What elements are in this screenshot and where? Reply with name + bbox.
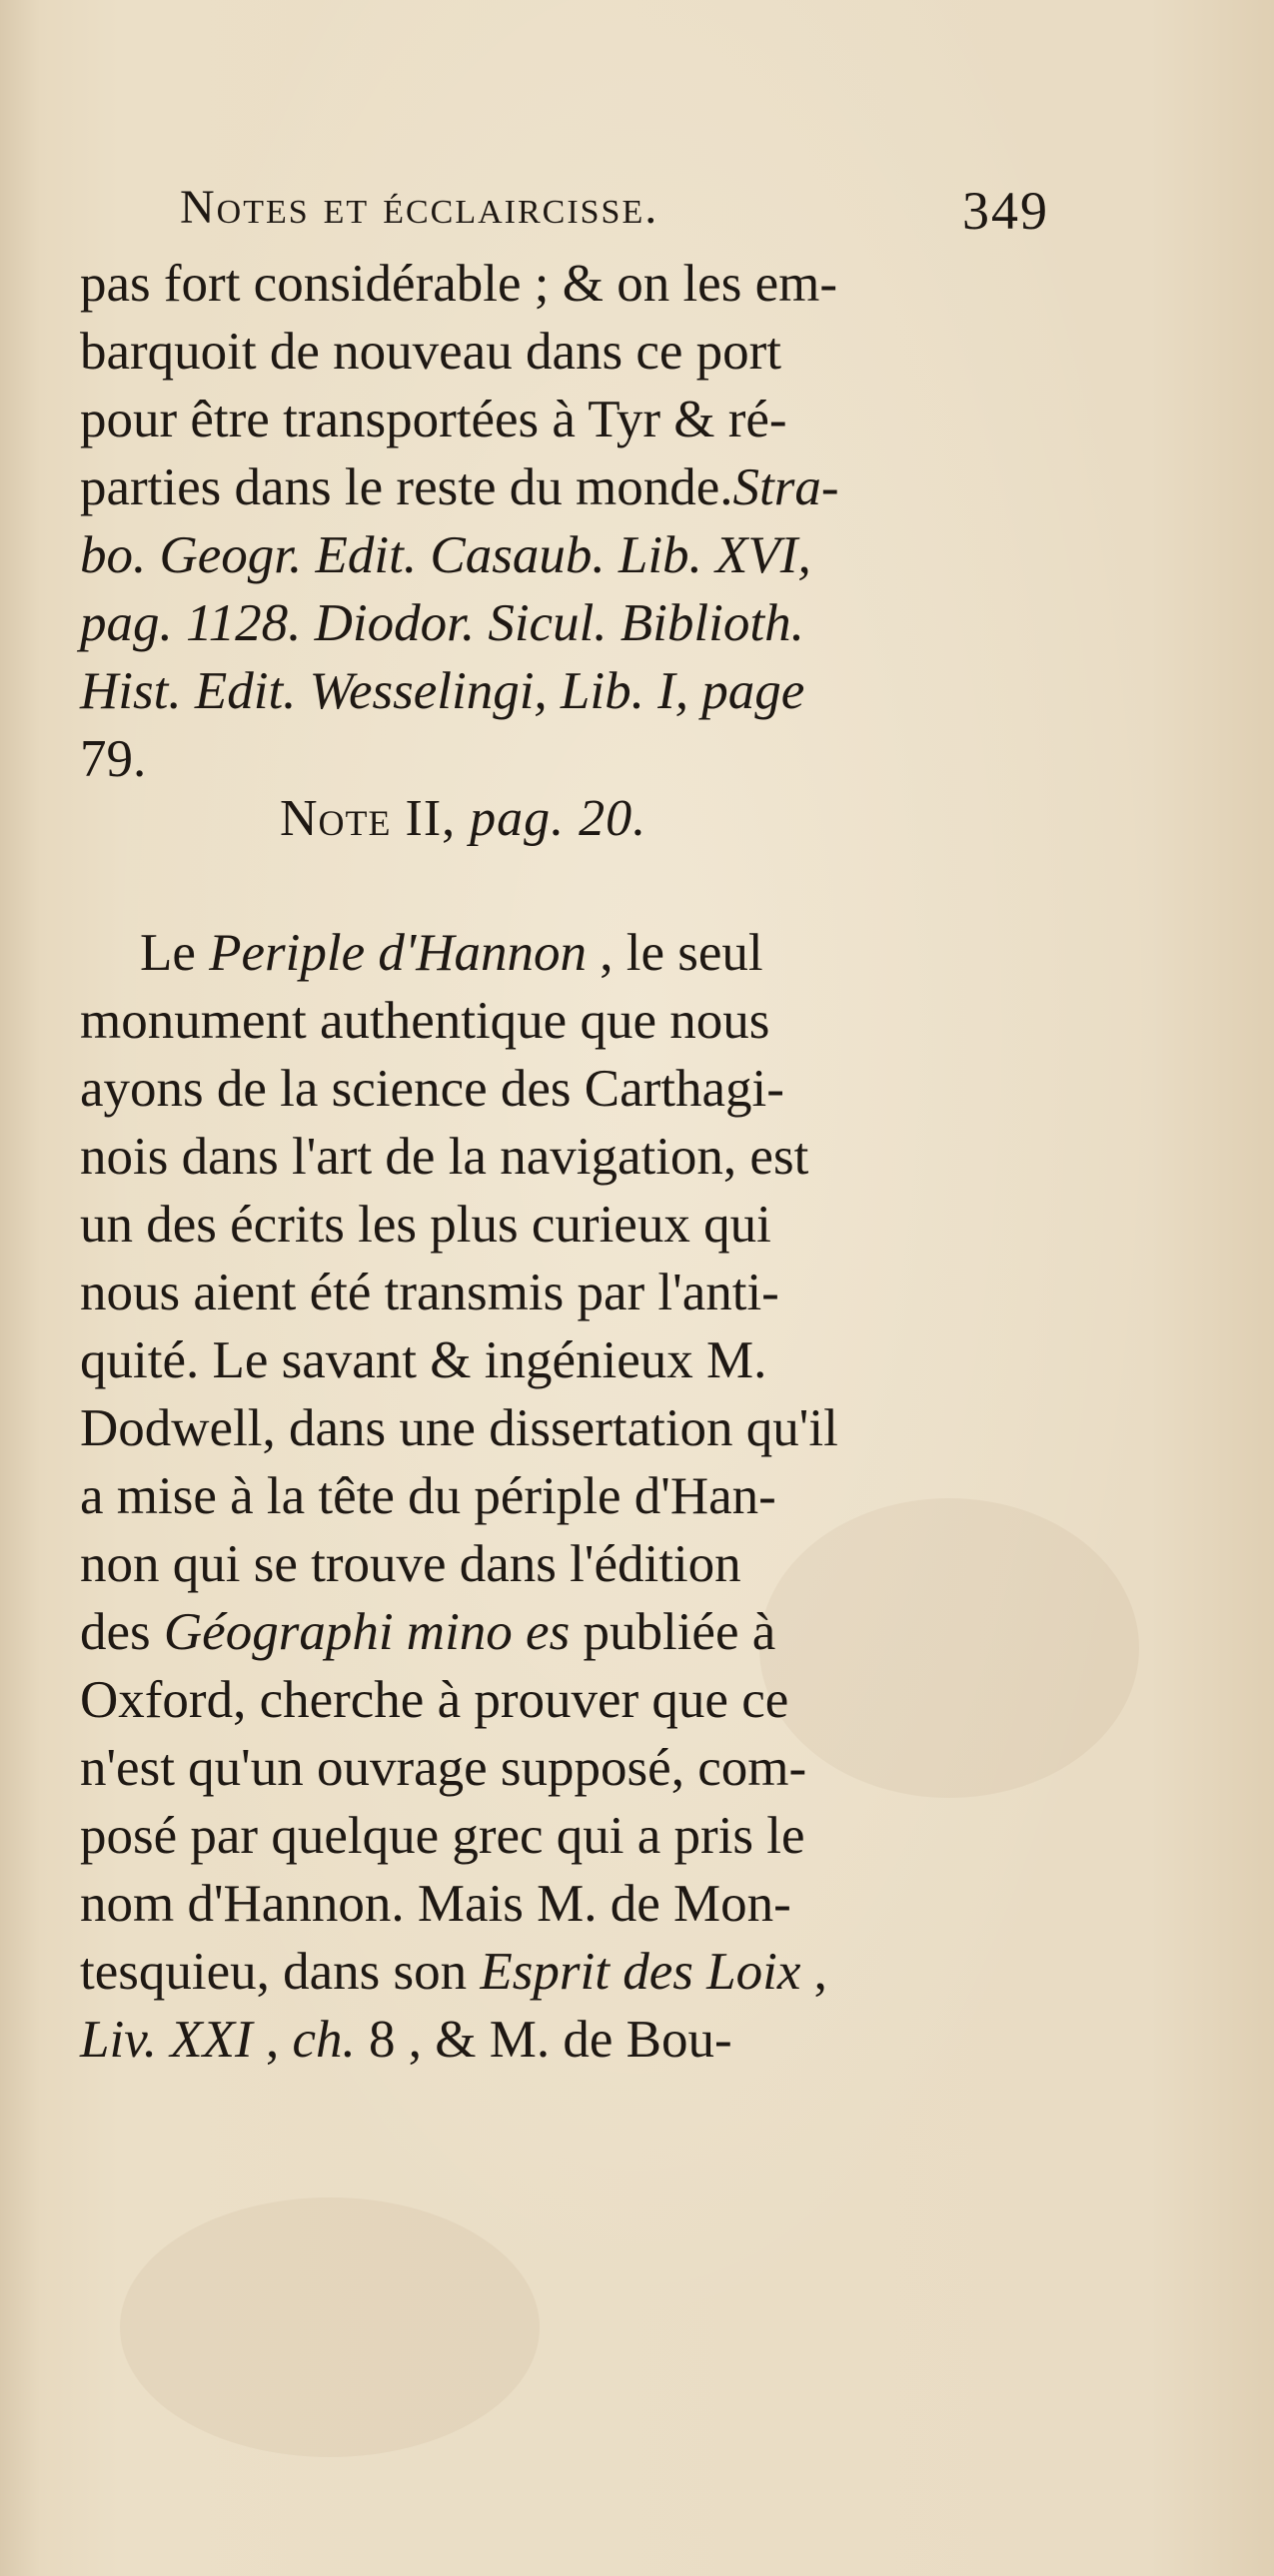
- text-line-part: 8 , & M. de Bou-: [355, 2011, 732, 2069]
- citation-line: bo. Geogr. Edit. Casaub. Lib. XVI,: [80, 526, 811, 584]
- text-line-body: parties dans le reste du monde.: [80, 458, 733, 516]
- text-line: un des écrits les plus curieux qui: [80, 1196, 771, 1254]
- text-line: ayons de la science des Carthagi-: [80, 1060, 784, 1118]
- text-line: [80, 453, 1009, 521]
- text-line: pas fort considérable ; & on les em-: [80, 255, 837, 313]
- text-line: quité. Le savant & ingénieux M.: [80, 1331, 767, 1389]
- work-title: Esprit des Loix: [480, 1943, 801, 2001]
- text-line: barquoit de nouveau dans ce port: [80, 323, 782, 381]
- text-line: [80, 2006, 1009, 2074]
- text-line: posé par quelque grec qui a pris le: [80, 1807, 805, 1865]
- running-head: Notes et écclaircisse.: [180, 181, 659, 234]
- text-line: nois dans l'art de la navigation, est: [80, 1128, 809, 1186]
- continuation-paragraph: [80, 250, 1009, 793]
- work-title: Géographi mino es: [163, 1603, 571, 1661]
- text-line-part: , le seul: [587, 924, 763, 982]
- text-line-part: des: [80, 1603, 164, 1661]
- citation-line: 79.: [80, 730, 147, 788]
- paper-stain: [120, 2197, 540, 2457]
- text-line-part: tesquieu, dans son: [80, 1943, 481, 2001]
- work-title: Periple d'Hannon: [209, 924, 588, 982]
- text-line-part: ,: [800, 1943, 827, 2001]
- text-line-part: ,: [252, 2011, 293, 2069]
- citation-text: ch.: [292, 2011, 356, 2069]
- text-line: [80, 1938, 1009, 2006]
- text-line-part: publiée à: [570, 1603, 776, 1661]
- citation-line: Hist. Edit. Wesselingi, Lib. I, page: [80, 662, 805, 720]
- text-line: Dodwell, dans une dissertation qu'il: [80, 1399, 838, 1457]
- note-heading: Note II, pag. 20.: [280, 790, 647, 847]
- note-paragraph: [80, 919, 1009, 2074]
- text-line: nom d'Hannon. Mais M. de Mon-: [80, 1875, 791, 1933]
- text-line: nous aient été transmis par l'anti-: [80, 1264, 779, 1321]
- note-label: Note II: [280, 790, 443, 847]
- page-number: 349: [962, 181, 1049, 241]
- citation-text: Stra-: [732, 458, 839, 516]
- text-line: a mise à la tête du périple d'Han-: [80, 1467, 776, 1525]
- text-line: pour être transportées à Tyr & ré-: [80, 391, 787, 448]
- citation-text: Liv. XXI: [80, 2011, 253, 2069]
- text-line: Oxford, cherche à prouver que ce: [80, 1671, 789, 1729]
- citation-line: pag. 1128. Diodor. Sicul. Biblioth.: [80, 594, 804, 652]
- text-line: non qui se trouve dans l'édition: [80, 1535, 741, 1593]
- text-line-part: Le: [140, 924, 210, 982]
- text-line: [80, 1598, 1009, 1666]
- note-page-ref: pag. 20.: [470, 790, 647, 847]
- text-line: monument authentique que nous: [80, 992, 770, 1050]
- text-line: [80, 919, 1009, 987]
- text-line: n'est qu'un ouvrage supposé, com-: [80, 1739, 807, 1797]
- page-header: [180, 170, 1049, 240]
